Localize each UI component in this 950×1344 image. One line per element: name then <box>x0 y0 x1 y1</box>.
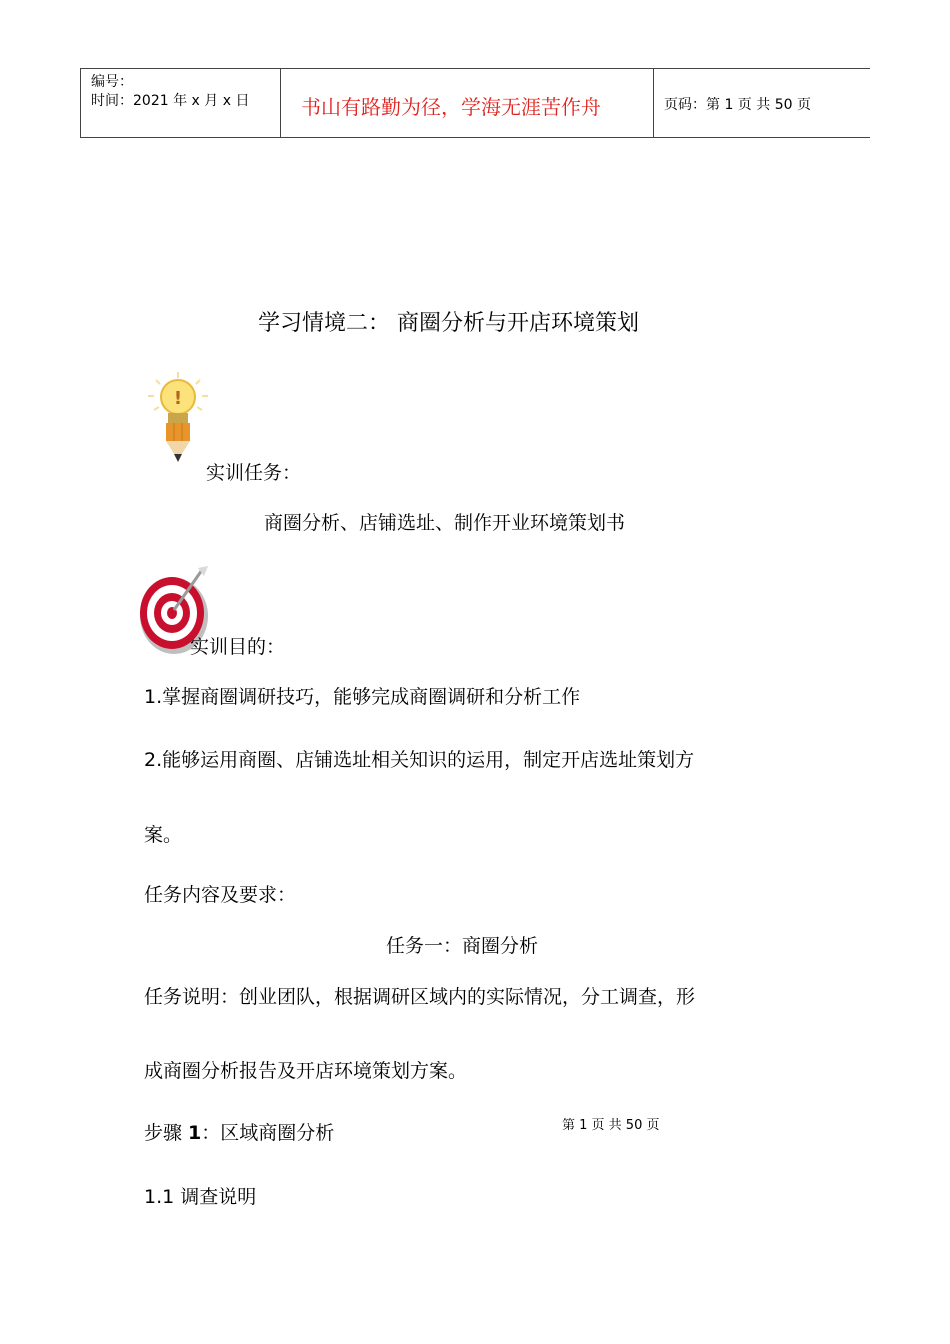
page-info: 页码：第 1 页 共 50 页 <box>664 97 811 113</box>
step-1-suffix: ：区域商圈分析 <box>201 1122 335 1144</box>
motto-text: 书山有路勤为径，学海无涯苦作舟 <box>301 95 601 119</box>
goal-item-2-line2: 案。 <box>144 824 183 846</box>
svg-text:!: ! <box>173 388 183 409</box>
requirements-label: 任务内容及要求： <box>144 884 297 906</box>
serial-label: 编号： <box>91 74 133 90</box>
task-label: 实训任务： <box>206 462 302 484</box>
header-motto-cell <box>280 69 653 137</box>
lightbulb-pencil-icon <box>140 370 210 466</box>
task-one-title: 任务一：商圈分析 <box>386 935 539 957</box>
header-table <box>80 68 870 138</box>
task-desc-line2: 成商圈分析报告及开店环境策划方案。 <box>144 1060 468 1082</box>
step-1-number: 1 <box>188 1122 202 1144</box>
subsection-1-1: 1.1 调查说明 <box>144 1186 257 1208</box>
goal-label: 实训目的： <box>190 636 286 658</box>
header-page-cell <box>653 69 870 137</box>
step-1-prefix: 步骤 <box>144 1122 189 1144</box>
header-meta-cell <box>80 69 281 137</box>
page-footer-note: 第 1 页 共 50 页 <box>562 1118 660 1133</box>
goal-item-2-line1: 2.能够运用商圈、店铺选址相关知识的运用，制定开店选址策划方 <box>144 749 695 771</box>
step-1-heading <box>144 1118 334 1145</box>
task-desc-line1: 任务说明：创业团队，根据调研区域内的实际情况，分工调查，形 <box>144 986 696 1008</box>
page-title: 学习情境二： 商圈分析与开店环境策划 <box>258 311 639 336</box>
time-label: 时间：2021 年 x 月 x 日 <box>91 93 250 109</box>
task-content: 商圈分析、店铺选址、制作开业环境策划书 <box>264 512 626 534</box>
goal-item-1: 1.掌握商圈调研技巧，能够完成商圈调研和分析工作 <box>144 686 581 708</box>
